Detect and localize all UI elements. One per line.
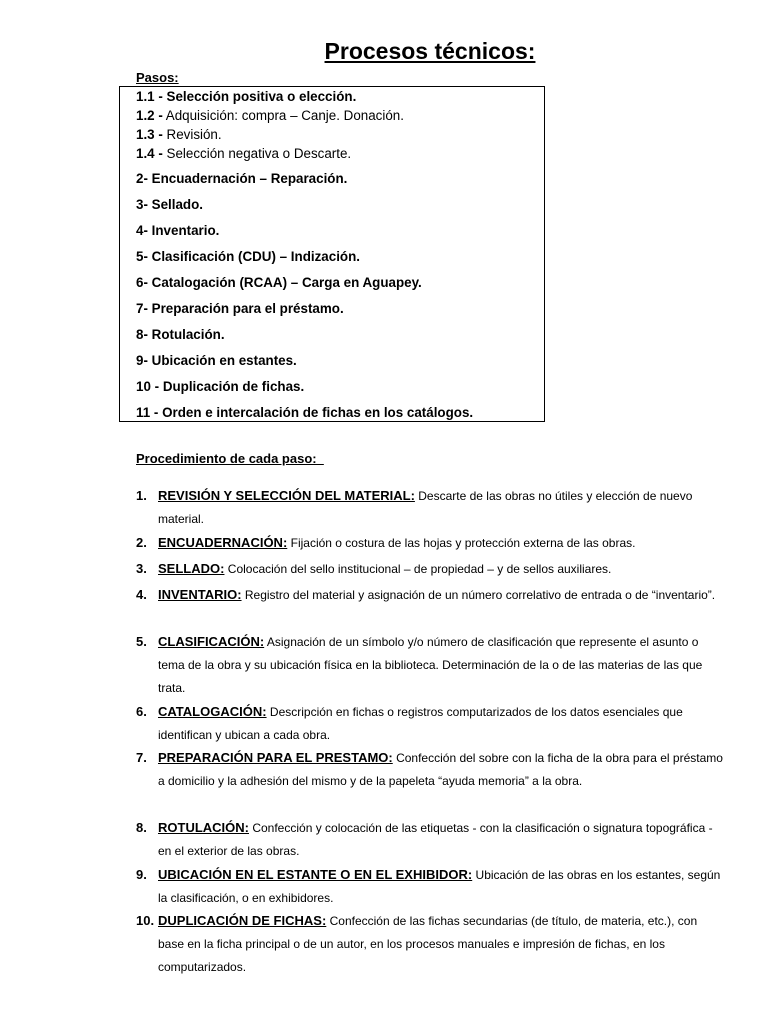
procedure-item <box>136 746 726 793</box>
procedure-item <box>136 557 726 581</box>
step-text: Duplicación de fichas. <box>162 379 305 394</box>
step-number: 1.3 - <box>136 127 163 142</box>
procedure-number: 5. <box>136 634 147 649</box>
step-item <box>136 405 473 420</box>
procedure-text: Fijación o costura de las hojas y protección externa de las obras. <box>287 536 636 550</box>
step-item <box>136 379 304 394</box>
step-number: 9- <box>136 353 148 368</box>
step-item <box>136 249 360 264</box>
step-number: 8- <box>136 327 148 342</box>
step-text: Catalogación (RCAA) – Carga en Aguapey. <box>151 275 422 290</box>
step-text: Preparación para el préstamo. <box>151 301 344 316</box>
step-number: 2- <box>136 171 148 186</box>
step-text: Clasificación (CDU) – Indización. <box>151 249 360 264</box>
procedure-item <box>136 863 726 910</box>
procedure-heading: CATALOGACIÓN: <box>158 704 267 719</box>
procedure-number: 9. <box>136 867 147 882</box>
step-text: Selección positiva o elección. <box>166 89 357 104</box>
procedure-number: 7. <box>136 750 147 765</box>
procedure-text: Confección de las fichas secundarias (de título, de materia, etc.), con base en la ficha principal o de un autor, en los procesos manuales e impresión de fichas, en los computarizados. <box>158 914 698 974</box>
step-item <box>136 146 351 161</box>
step-text: Selección negativa o Descarte. <box>166 146 352 161</box>
procedure-heading: CLASIFICACIÓN: <box>158 634 265 649</box>
step-text: Revisión. <box>166 127 222 142</box>
step-number: 4- <box>136 223 148 238</box>
step-text: Adquisición: compra – Canje. Donación. <box>165 108 404 123</box>
step-number: 7- <box>136 301 148 316</box>
procedure-heading: ROTULACIÓN: <box>158 820 249 835</box>
procedure-item <box>136 484 726 531</box>
step-text: Encuadernación – Reparación. <box>151 171 348 186</box>
steps-label: Pasos: <box>136 70 179 85</box>
page-title: Procesos técnicos: <box>324 38 536 64</box>
step-number: 3- <box>136 197 148 212</box>
procedure-text: Confección y colocación de las etiquetas - con la clasificación o signatura topográfica - en el exterior de las obras. <box>158 821 713 858</box>
step-item <box>136 127 222 142</box>
procedure-number: 2. <box>136 535 147 550</box>
procedure-heading: PREPARACIÓN PARA EL PRESTAMO: <box>158 750 393 765</box>
procedure-number: 10. <box>136 913 155 928</box>
procedure-heading: REVISIÓN Y SELECCIÓN DEL MATERIAL: <box>158 488 415 503</box>
procedure-item <box>136 816 726 863</box>
step-text: Ubicación en estantes. <box>151 353 297 368</box>
step-item <box>136 197 203 212</box>
procedure-heading: ENCUADERNACIÓN: <box>158 535 288 550</box>
step-text: Orden e intercalación de fichas en los catálogos. <box>162 405 474 420</box>
step-number: 10 - <box>136 379 160 394</box>
steps-box <box>119 86 545 422</box>
step-item <box>136 353 297 368</box>
procedure-heading: SELLADO: <box>158 561 225 576</box>
procedure-number: 4. <box>136 587 147 602</box>
procedure-item <box>136 630 726 700</box>
step-number: 6- <box>136 275 148 290</box>
procedure-heading: DUPLICACIÓN DE FICHAS: <box>158 913 327 928</box>
procedure-heading: INVENTARIO: <box>158 587 242 602</box>
step-item <box>136 327 225 342</box>
step-number: 5- <box>136 249 148 264</box>
procedure-text: Colocación del sello institucional – de propiedad – y de sellos auxiliares. <box>224 562 612 576</box>
step-item <box>136 171 347 186</box>
step-text: Rotulación. <box>151 327 225 342</box>
step-number: 1.2 - <box>136 108 163 123</box>
step-number: 1.4 - <box>136 146 163 161</box>
step-item <box>136 301 344 316</box>
procedure-number: 1. <box>136 488 147 503</box>
procedure-label: Procedimiento de cada paso: <box>136 451 324 466</box>
step-item <box>136 275 422 290</box>
step-text: Sellado. <box>151 197 204 212</box>
procedure-number: 3. <box>136 561 147 576</box>
procedure-number: 8. <box>136 820 147 835</box>
procedure-text: Confección del sobre con la ficha de la obra para el préstamo a domicilio y la adhesión del mismo y de la papeleta “ayuda memoria” a la obra. <box>158 751 723 788</box>
step-item <box>136 89 356 104</box>
step-number: 1.1 - <box>136 89 163 104</box>
procedure-text: Descripción en fichas o registros computarizados de los datos esenciales que identifican y ubican a cada obra. <box>158 705 683 742</box>
step-text: Inventario. <box>151 223 220 238</box>
step-item <box>136 108 404 123</box>
step-number: 11 - <box>136 405 159 420</box>
procedure-item <box>136 700 726 747</box>
procedure-text: Registro del material y asignación de un número correlativo de entrada o de “inventario”. <box>241 588 716 602</box>
procedure-number: 6. <box>136 704 147 719</box>
procedure-item <box>136 583 726 607</box>
procedure-item <box>136 531 726 555</box>
procedure-item <box>136 909 726 979</box>
procedure-text: Descarte de las obras no útiles y elección de nuevo material. <box>158 489 693 526</box>
procedure-heading: UBICACIÓN EN EL ESTANTE O EN EL EXHIBIDOR: <box>158 867 473 882</box>
procedure-text: Ubicación de las obras en los estantes, según la clasificación, o en exhibidores. <box>158 868 721 905</box>
step-item <box>136 223 219 238</box>
procedure-text: Asignación de un símbolo y/o número de clasificación que represente el asunto o tema de la obra y su ubicación física en la biblioteca. Determinación de la o de las materias de las que trata. <box>158 635 703 695</box>
